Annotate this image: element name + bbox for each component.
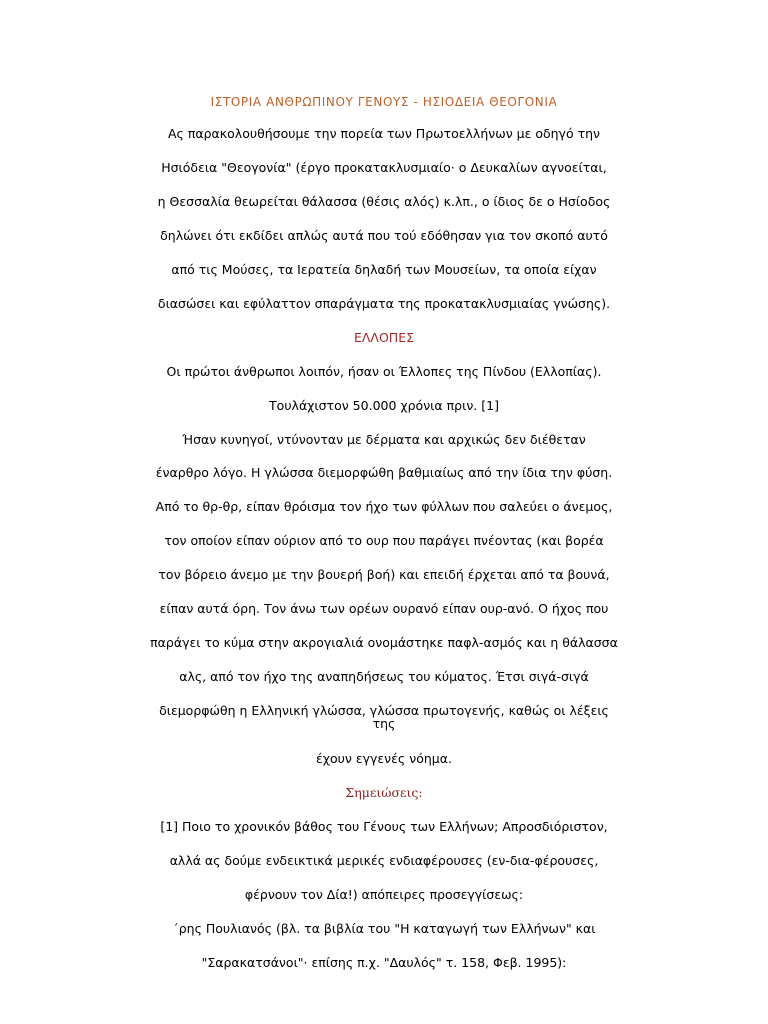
- intro-line: η Θεσσαλία θεωρείται θάλασσα (θέσις αλός) κ.λπ., ο ίδιος δε ο Ησίοδος: [157, 194, 611, 209]
- page-title: ΙΣΤΟΡΙΑ ΑΝΘΡΩΠΙΝΟΥ ΓΕΝΟΥΣ - ΗΣΙΟΔΕΙΑ ΘΕΟΓΟΝΙΑ: [210, 95, 558, 109]
- intro-line: από τις Μούσες, τα Ιερατεία δηλαδή των Μουσείων, τα οποία είχαν: [171, 262, 597, 277]
- note-line: φέρνουν τον Δία!) απόπειρες προσεγγίσεως:: [244, 887, 524, 902]
- body-line: είπαν αυτά όρη. Τον άνω των ορέων ουρανό είπαν ουρ-ανό. Ο ήχος που: [159, 601, 609, 616]
- body-line: τον οποίον είπαν ούριον από το ουρ που παράγει πνέοντας (και βορέα: [164, 533, 604, 548]
- body-line: αλς, από τον ήχο της αναπηδήσεως του κύματος. Έτσι σιγά-σιγά: [179, 669, 589, 684]
- note-line: [1] Ποιο το χρονικόν βάθος του Γένους των Ελλήνων; Απροσδιόριστον,: [160, 819, 608, 834]
- body-line: Από το θρ-θρ, είπαν θρόισμα τον ήχο των φύλλων που σαλεύει ο άνεμος,: [155, 499, 613, 514]
- body-line: της: [372, 716, 396, 731]
- body-line: τον βόρειο άνεμο με την βουερή βοή) και επειδή έρχεται από τα βουνά,: [158, 567, 610, 582]
- body-line: έχουν εγγενές νόημα.: [316, 751, 452, 766]
- body-line: έναρθρο λόγο. Η γλώσσα διεμορφώθη βαθμιαίως από την ίδια την φύση.: [155, 465, 613, 480]
- intro-line: Ας παρακολουθήσουμε την πορεία των Πρωτοελλήνων με οδηγό την: [167, 126, 600, 141]
- body-line: παράγει το κύμα στην ακρογιαλιά ονομάστηκε παφλ-ασμός και η θάλασσα: [150, 635, 618, 650]
- notes-heading: Σημειώσεις:: [345, 785, 423, 800]
- section-heading: ΕΛΛΟΠΕΣ: [353, 330, 415, 345]
- body-line: Ήσαν κυνηγοί, ντύνονταν με δέρματα και αρχικώς δεν διέθεταν: [182, 432, 586, 447]
- intro-line: διασώσει και εφύλαττον σπαράγματα της προκατακλυσμιαίας γνώσης).: [157, 296, 611, 311]
- note-line: αλλά ας δούμε ενδεικτικά μερικές ενδιαφέρουσες (εν-δια-φέρουσες,: [169, 853, 599, 868]
- body-line: Τουλάχιστον 50.000 χρόνια πριν. [1]: [269, 398, 499, 413]
- note-line: ΄ρης Πουλιανός (βλ. τα βιβλία του "Η καταγωγή των Ελλήνων" και: [172, 921, 596, 936]
- body-line: διεμορφώθη η Ελληνική γλώσσα, γλώσσα πρωτογενής, καθώς οι λέξεις: [159, 703, 609, 718]
- note-line: "Σαρακατσάνοι"· επίσης π.χ. "Δαυλός" τ. 158, Φεβ. 1995):: [201, 955, 567, 970]
- body-line: Οι πρώτοι άνθρωποι λοιπόν, ήσαν οι Έλλοπες της Πίνδου (Ελλοπίας).: [166, 364, 602, 379]
- intro-line: δηλώνει ότι εκδίδει απλώς αυτά που τού εδόθησαν για τον σκοπό αυτό: [160, 228, 608, 243]
- intro-line: Ησιόδεια "Θεογονία" (έργο προκατακλυσμιαίο· ο Δευκαλίων αγνοείται,: [161, 160, 607, 175]
